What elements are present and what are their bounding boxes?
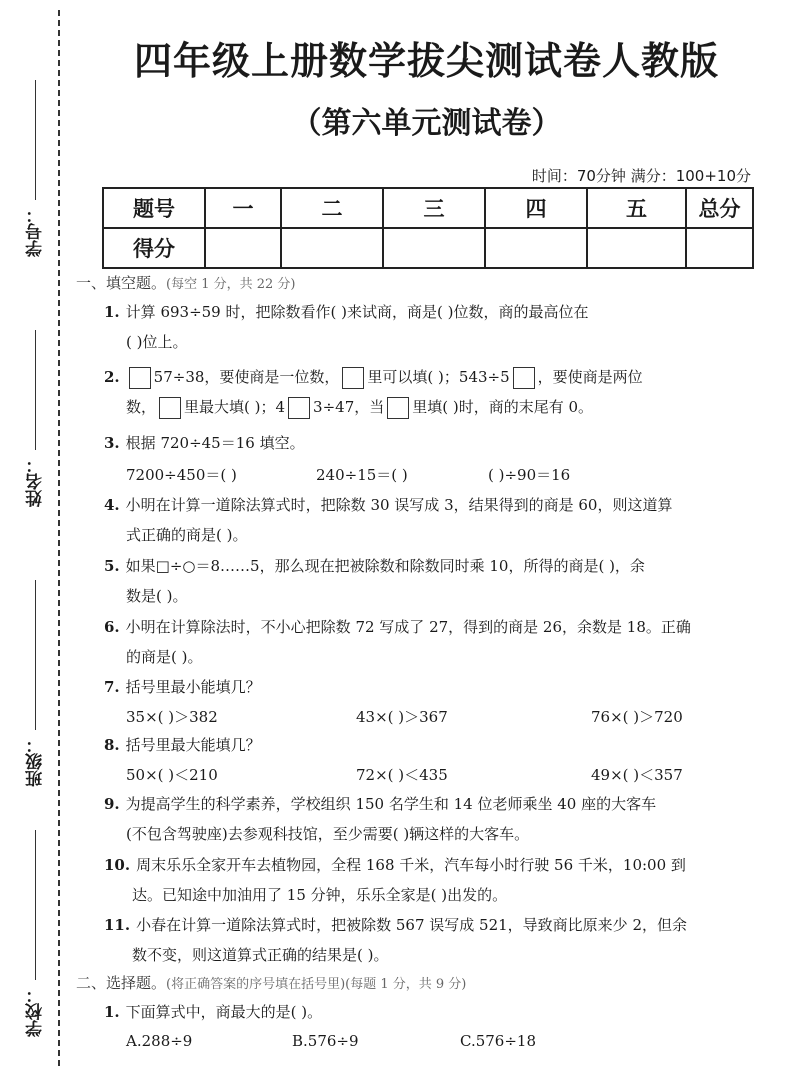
question-3 — [104, 428, 773, 458]
question-text: 下面算式中，商最大的是( )。 — [125, 1003, 323, 1021]
question-text: 的商是( )。 — [126, 648, 203, 666]
question-number: 7. — [104, 678, 120, 696]
score-cell[interactable] — [383, 228, 485, 268]
section-multiple-choice — [76, 972, 466, 993]
question-part: 43×( )＞367 — [356, 708, 448, 726]
section-fill-blank — [76, 272, 296, 293]
class-field[interactable] — [20, 580, 50, 787]
question-part: 49×( )＜357 — [591, 766, 683, 784]
question-7 — [104, 672, 773, 702]
question-number: 8. — [104, 736, 120, 754]
question-number: 1. — [104, 1003, 120, 1021]
question-part: 7200÷450＝( ) — [126, 466, 237, 484]
question-text: 小明在计算除法时，不小心把除数 72 写成了 27，得到的商是 26，余数是 18。正确 — [125, 618, 691, 636]
page-title: 四年级上册数学拔尖测试卷人教版 — [133, 39, 719, 83]
score-header-cell: 四 — [485, 188, 587, 228]
score-header-cell: 总分 — [686, 188, 753, 228]
blank-box[interactable] — [129, 367, 151, 389]
question-text: 括号里最大能填几？ — [125, 736, 261, 754]
score-table — [102, 187, 754, 269]
score-cell[interactable] — [485, 228, 587, 268]
score-table-score-row — [103, 228, 753, 268]
question-text: 如果□÷○＝8……5，那么现在把被除数和除数同时乘 10，所得的商是( )，余 — [125, 557, 645, 575]
question-part: 72×( )＜435 — [356, 766, 448, 784]
student-id-label: 学号： — [25, 206, 46, 257]
question-text: 计算 693÷59 时，把除数看作( )来试商，商是( )位数，商的最高位在 — [125, 303, 589, 321]
question-text: 数， — [126, 398, 157, 416]
question-number: 6. — [104, 618, 120, 636]
question-part: 240÷15＝( ) — [316, 466, 408, 484]
question-text: 小春在计算一道除法算式时，把被除数 567 误写成 521，导致商比原来少 2，但余 — [136, 916, 687, 934]
question-number: 10. — [104, 856, 131, 874]
question-8 — [104, 730, 773, 760]
school-label: 学校： — [25, 986, 46, 1037]
question-number: 5. — [104, 557, 120, 575]
question-text: 根据 720÷45＝16 填空。 — [125, 434, 305, 452]
name-field[interactable] — [20, 330, 50, 507]
question-11 — [104, 910, 773, 970]
blank-box[interactable] — [387, 397, 409, 419]
question-text: 周末乐乐全家开车去植物园，全程 168 千米，汽车每小时行驶 56 千米，10:00 到 — [136, 856, 686, 874]
score-header-cell: 二 — [281, 188, 383, 228]
score-cell[interactable] — [281, 228, 383, 268]
blank-box[interactable] — [159, 397, 181, 419]
name-label: 姓名： — [25, 456, 46, 507]
question-text: ( )位上。 — [126, 333, 188, 351]
question-2 — [104, 362, 773, 422]
score-row-label: 得分 — [103, 228, 205, 268]
question-3-parts — [126, 464, 773, 485]
question-part: ( )÷90＝16 — [488, 466, 571, 484]
question-text: 达。已知途中加油用了 15 分钟，乐乐全家是( )出发的。 — [132, 886, 508, 904]
blank-box[interactable] — [288, 397, 310, 419]
score-header-cell: 五 — [587, 188, 686, 228]
question-part: 50×( )＜210 — [126, 766, 218, 784]
question-number: 3. — [104, 434, 120, 452]
score-header-cell: 三 — [383, 188, 485, 228]
question-text: (不包含驾驶座)去参观科技馆，至少需要( )辆这样的大客车。 — [126, 825, 530, 843]
time-info: 时间：70分钟 满分：100+10分 — [531, 167, 751, 185]
question-number: 11. — [104, 916, 131, 934]
class-label: 班级： — [25, 736, 46, 787]
option-c[interactable]: C.576÷18 — [460, 1032, 536, 1050]
question-8-parts — [126, 764, 773, 785]
question-part: 76×( )＞720 — [591, 708, 683, 726]
section-multiple-choice-note: (将正确答案的序号填在括号里)(每题 1 分，共 9 分) — [166, 977, 467, 992]
question-text: 57÷38，要使商是一位数， — [153, 368, 340, 386]
score-cell[interactable] — [587, 228, 686, 268]
question-number: 4. — [104, 496, 120, 514]
question-number: 9. — [104, 795, 120, 813]
score-header-cell: 题号 — [103, 188, 205, 228]
section-multiple-choice-title: 二、选择题。 — [76, 974, 167, 992]
binding-dashed-line — [58, 10, 60, 1066]
question-part: 35×( )＞382 — [126, 708, 218, 726]
question-text: 里可以填( )；543÷5 — [367, 368, 510, 386]
question-number: 2. — [104, 368, 120, 386]
question-text: 里填( )时，商的末尾有 0。 — [412, 398, 594, 416]
section-fill-blank-note: (每空 1 分，共 22 分) — [166, 277, 296, 292]
score-cell[interactable] — [686, 228, 753, 268]
school-field[interactable] — [20, 830, 50, 1037]
question-text: 里最大填( )；4 — [184, 398, 286, 416]
question-text: 3÷47，当 — [313, 398, 385, 416]
question-number: 1. — [104, 303, 120, 321]
class-line — [35, 580, 36, 730]
name-line — [35, 330, 36, 450]
question-9 — [104, 789, 773, 849]
question-7-parts — [126, 706, 773, 727]
score-header-cell: 一 — [205, 188, 281, 228]
blank-box[interactable] — [342, 367, 364, 389]
score-cell[interactable] — [205, 228, 281, 268]
question-text: 括号里最小能填几？ — [125, 678, 261, 696]
question-text: ，要使商是两位 — [537, 368, 643, 386]
question-4 — [104, 490, 773, 550]
question-1 — [104, 297, 773, 357]
question-5 — [104, 551, 773, 611]
student-id-line — [35, 80, 36, 200]
mc-question-1 — [104, 997, 773, 1027]
student-id-field[interactable] — [20, 80, 50, 257]
question-text: 小明在计算一道除法算式时，把除数 30 误写成 3，结果得到的商是 60，则这道算 — [125, 496, 673, 514]
school-line — [35, 830, 36, 980]
option-b[interactable]: B.576÷9 — [292, 1032, 359, 1050]
page-subtitle: （第六单元测试卷） — [291, 106, 562, 141]
score-table-header-row — [103, 188, 753, 228]
question-10 — [104, 850, 773, 910]
option-a[interactable]: A.288÷9 — [126, 1032, 193, 1050]
question-6 — [104, 612, 773, 672]
question-text: 数是( )。 — [126, 587, 188, 605]
question-text: 数不变，则这道算式正确的结果是( )。 — [132, 946, 389, 964]
question-text: 为提高学生的科学素养，学校组织 150 名学生和 14 位老师乘坐 40 座的大客车 — [125, 795, 657, 813]
mc-question-1-options — [126, 1032, 773, 1050]
blank-box[interactable] — [513, 367, 535, 389]
section-fill-blank-title: 一、填空题。 — [76, 274, 167, 292]
question-text: 式正确的商是( )。 — [126, 526, 248, 544]
